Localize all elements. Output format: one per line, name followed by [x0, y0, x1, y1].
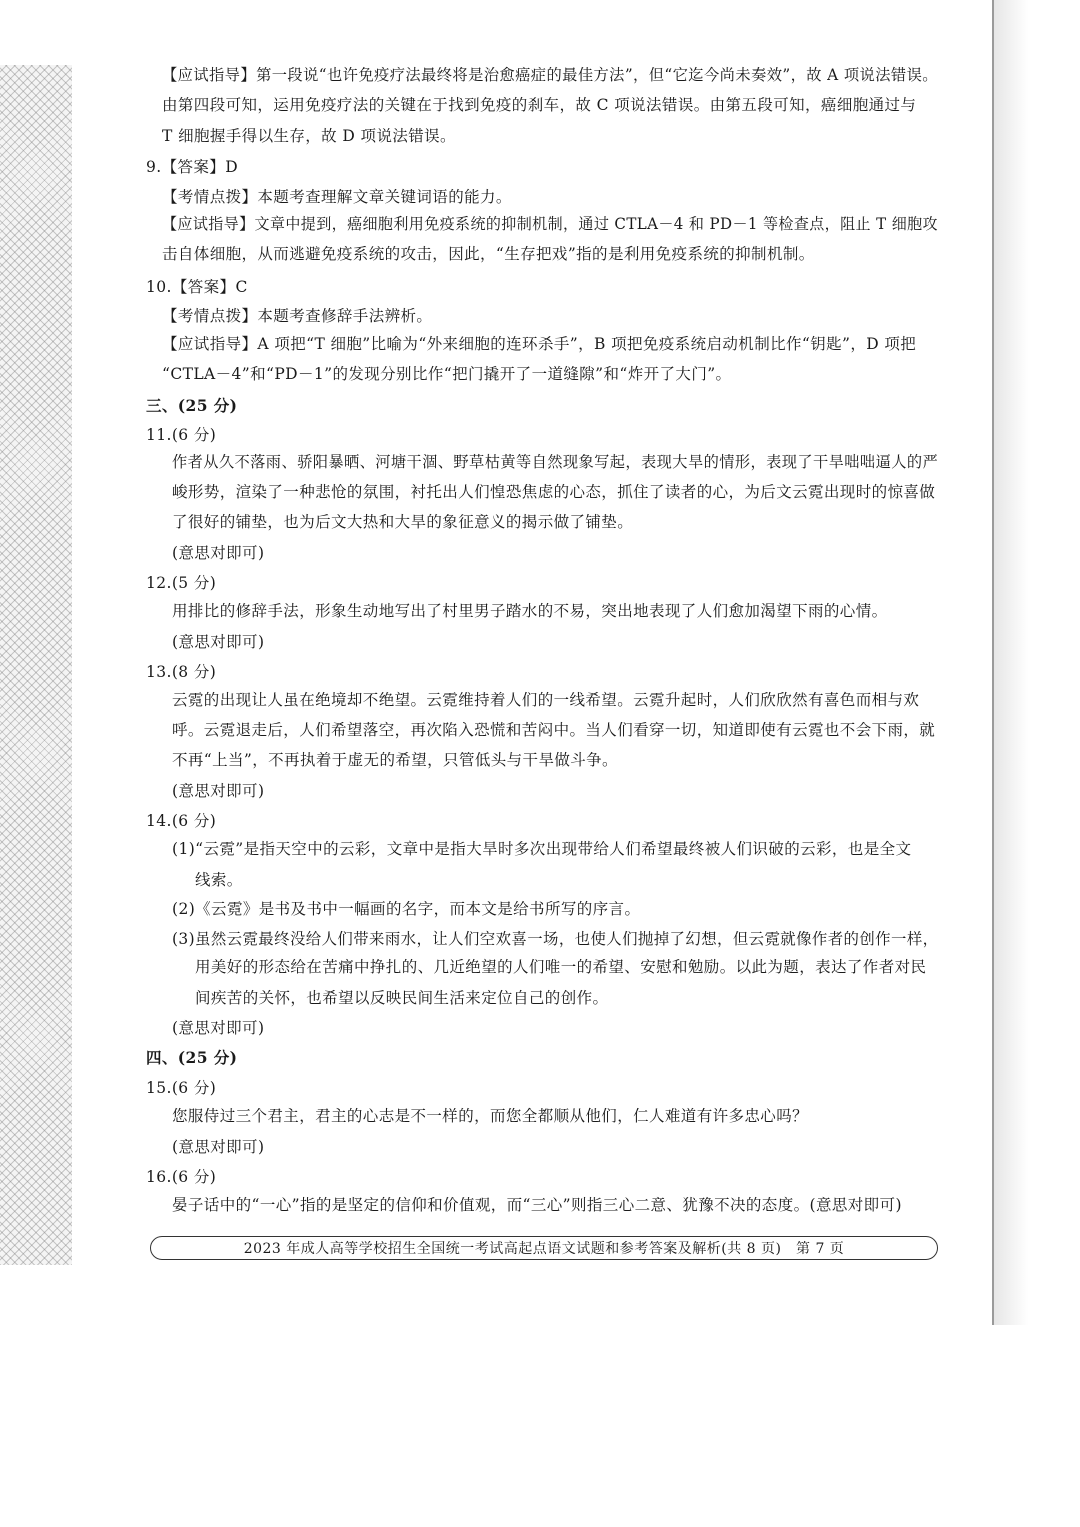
text-line: 线索。 — [195, 871, 243, 889]
footer-text: 2023 年成人高等学校招生全国统一考试高起点语文试题和参考答案及解析(共 8 页) 第 7 页 — [243, 1241, 845, 1257]
text-line: 作者从久不落雨、骄阳暴晒、河塘干涸、野草枯黄等自然现象写起，表现大旱的情形，表现了干旱咄咄逼人的严 — [172, 453, 939, 471]
text-line: (2)《云霓》是书及书中一幅画的名字，而本文是给书所写的序言。 — [172, 900, 641, 918]
section-heading: 三、(25 分) — [146, 396, 238, 415]
text-line: 【应试指导】第一段说“也许免疫疗法最终将是治愈癌症的最佳方法”，但“它迄今尚未奏效”，故 A 项说法错误。 — [162, 66, 938, 84]
question-number: 15.(6 分) — [146, 1079, 217, 1097]
page-footer — [150, 1236, 938, 1260]
text-line: 晏子话中的“一心”指的是坚定的信仰和价值观，而“三心”则指三心二意、犹豫不决的态度。(意思对即可) — [172, 1196, 902, 1214]
text-line: 【应试指导】A 项把“T 细胞”比喻为“外来细胞的连环杀手”，B 项把免疫系统启动机制比作“钥匙”，D 项把 — [162, 335, 917, 353]
text-line: (意思对即可) — [172, 544, 265, 562]
text-line: 间疾苦的关怀，也希望以反映民间生活来定位自己的创作。 — [195, 989, 609, 1007]
text-line: 了很好的铺垫，也为后文大热和大旱的象征意义的揭示做了铺垫。 — [172, 513, 634, 531]
text-line: (意思对即可) — [172, 633, 265, 651]
text-line: “CTLA－4”和“PD－1”的发现分别比作“把门撬开了一道缝隙”和“炸开了大门”。 — [162, 365, 732, 383]
text-line: 您服侍过三个君主，君主的心志是不一样的，而您全都顺从他们，仁人难道有许多忠心吗？ — [172, 1107, 809, 1125]
question-number: 10.【答案】C — [146, 278, 248, 296]
text-line: (意思对即可) — [172, 782, 265, 800]
text-line: 用排比的修辞手法，形象生动地写出了村里男子踏水的不易，突出地表现了人们愈加渴望下雨的心情。 — [172, 602, 888, 620]
text-line: T 细胞握手得以生存，故 D 项说法错误。 — [162, 127, 456, 145]
text-line: 云霓的出现让人虽在绝境却不绝望。云霓维持着人们的一线希望。云霓升起时，人们欣欣然有喜色而相与欢 — [172, 691, 920, 709]
text-line: 不再“上当”，不再执着于虚无的希望，只管低头与干旱做斗争。 — [172, 751, 618, 769]
text-line: (意思对即可) — [172, 1138, 265, 1156]
text-line: (意思对即可) — [172, 1019, 265, 1037]
text-line: 由第四段可知，运用免疫疗法的关键在于找到免疫的刹车，故 C 项说法错误。由第五段可知，癌细胞通过与 — [162, 96, 917, 114]
question-number: 16.(6 分) — [146, 1168, 217, 1186]
text-line: 呼。云霓退走后，人们希望落空，再次陷入恐慌和苦闷中。当人们看穿一切，知道即使有云霓也不会下雨，就 — [172, 721, 936, 739]
text-line: 峻形势，渲染了一种悲怆的氛围，衬托出人们惶恐焦虑的心态，抓住了读者的心，为后文云霓出现时的惊喜做 — [172, 483, 936, 501]
question-number: 12.(5 分) — [146, 574, 217, 592]
text-line: 击自体细胞，从而逃避免疫系统的攻击，因此，“生存把戏”指的是利用免疫系统的抑制机制。 — [162, 245, 815, 263]
text-line: (3)虽然云霓最终没给人们带来雨水，让人们空欢喜一场，也使人们抛掉了幻想，但云霓就像作者的创作一样， — [172, 930, 939, 948]
text-line: 用美好的形态给在苦痛中挣扎的、几近绝望的人们唯一的希望、安慰和勉励。以此为题，表达了作者对民 — [195, 958, 927, 976]
text-line: 【应试指导】文章中提到，癌细胞利用免疫系统的抑制机制，通过 CTLA－4 和 PD－1 等检查点，阻止 T 细胞攻 — [162, 215, 938, 233]
text-line: (1)“云霓”是指天空中的云彩，文章中是指大旱时多次出现带给人们希望最终被人们识破的云彩，也是全文 — [172, 840, 912, 858]
text-line: 【考情点拨】本题考查修辞手法辨析。 — [162, 307, 433, 325]
section-heading: 四、(25 分) — [146, 1048, 238, 1067]
text-line: 【考情点拨】本题考查理解文章关键词语的能力。 — [162, 188, 512, 206]
question-number: 9.【答案】D — [146, 158, 239, 176]
question-number: 13.(8 分) — [146, 663, 217, 681]
question-number: 11.(6 分) — [146, 426, 217, 444]
question-number: 14.(6 分) — [146, 812, 217, 830]
